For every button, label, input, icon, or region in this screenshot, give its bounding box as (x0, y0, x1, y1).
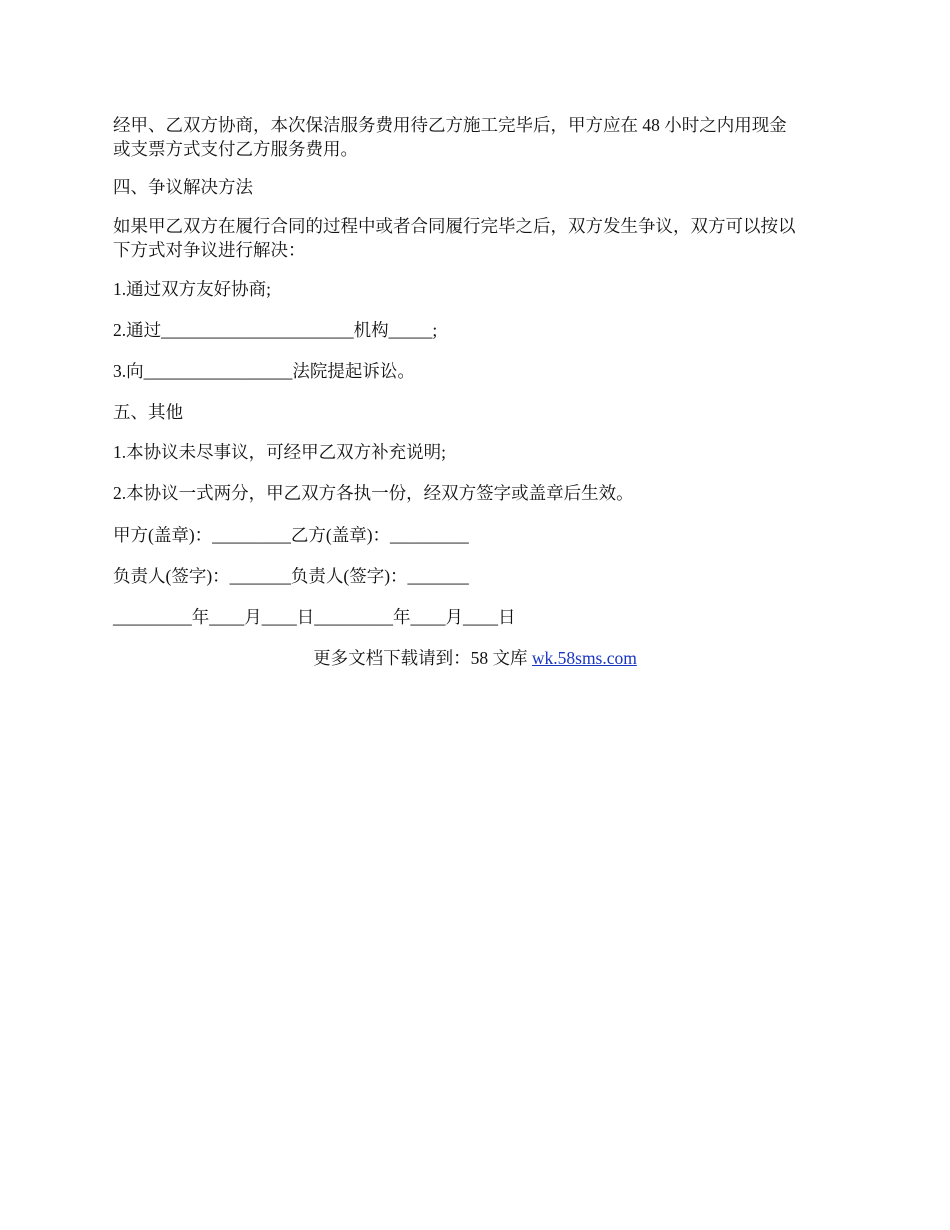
dispute-paragraph-line-2: 下方式对争议进行解决： (113, 240, 306, 260)
footer (0, 647, 950, 669)
payment-paragraph-line-2: 或支票方式支付乙方服务费用。 (113, 139, 358, 159)
heading-other: 五、其他 (113, 402, 183, 422)
date-line: _________年____月____日_________年____月____日 (113, 607, 516, 627)
heading-dispute-resolution: 四、争议解决方法 (113, 177, 253, 197)
dispute-item-2: 2.通过______________________机构_____; (113, 320, 438, 340)
signature-line: 负责人(签字)：_______负责人(签字)：_______ (113, 566, 469, 586)
dispute-item-3: 3.向_________________法院提起诉讼。 (113, 361, 415, 381)
seal-line: 甲方(盖章)：_________乙方(盖章)：_________ (113, 525, 469, 545)
other-item-2: 2.本协议一式两分，甲乙双方各执一份，经双方签字或盖章后生效。 (113, 483, 634, 503)
footer-text: 更多文档下载请到：58 文库 (313, 648, 532, 668)
other-item-1: 1.本协议未尽事议，可经甲乙双方补充说明; (113, 442, 446, 462)
dispute-paragraph-line-1: 如果甲乙双方在履行合同的过程中或者合同履行完毕之后，双方发生争议，双方可以按以 (113, 216, 796, 236)
dispute-item-1: 1.通过双方友好协商; (113, 279, 271, 299)
footer-link[interactable]: wk.58sms.com (531, 648, 637, 668)
payment-paragraph-line-1: 经甲、乙双方协商，本次保洁服务费用待乙方施工完毕后，甲方应在 48 小时之内用现金 (113, 115, 787, 135)
